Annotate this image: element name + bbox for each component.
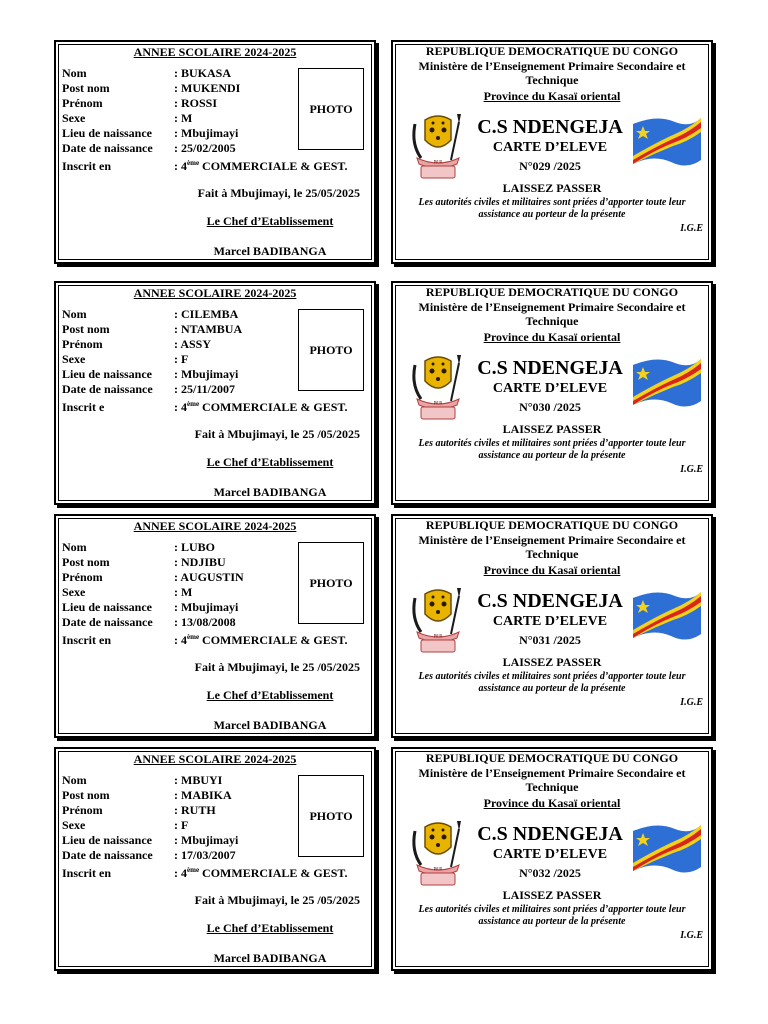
pass-text: Les autorités civiles et militaires sont priées d’apporter toute leur assistance au porteur de la présente: [418, 438, 686, 461]
label-nom: Nom: [62, 773, 87, 787]
value-sexe: : F: [174, 818, 189, 832]
card-row: [54, 747, 716, 973]
chef-label: Le Chef d’Etablissement: [206, 921, 334, 935]
label-sexe: Sexe: [62, 818, 86, 832]
card-row: [54, 40, 716, 266]
school-year: ANNEE SCOLAIRE 2024-2025: [133, 752, 297, 766]
ministry-name: Ministère de l’Enseignement Primaire Secondaire et Technique: [418, 766, 686, 794]
emblem-motto: PAIX: [433, 633, 443, 639]
label-date: Date de naissance: [62, 848, 153, 862]
label-prenom: Prénom: [62, 570, 103, 584]
value-lieu: : Mbujimayi: [174, 126, 239, 140]
province-name: Province du Kasaï oriental: [483, 89, 621, 103]
card-front: [54, 281, 376, 505]
label-inscrit: Inscrit en: [62, 633, 111, 647]
value-sexe: : F: [174, 352, 189, 366]
label-sexe: Sexe: [62, 352, 86, 366]
label-date: Date de naissance: [62, 382, 153, 396]
label-prenom: Prénom: [62, 337, 103, 351]
ministry-name: Ministère de l’Enseignement Primaire Secondaire et Technique: [418, 300, 686, 328]
photo-label: PHOTO: [309, 342, 353, 357]
coat-of-arms-icon: [407, 584, 469, 656]
value-class-sup: ème: [187, 400, 200, 408]
school-name: C.S NDENGEJA: [477, 357, 623, 379]
value-class-num: : 4: [174, 400, 187, 414]
school-year: ANNEE SCOLAIRE 2024-2025: [133, 519, 297, 533]
country-name: REPUBLIQUE DEMOCRATIQUE DU CONGO: [425, 751, 679, 765]
drc-flag-icon: [627, 112, 705, 174]
card-back: [391, 514, 713, 738]
issue-place-date: Fait à Mbujimayi, le 25 /05/2025: [194, 660, 360, 674]
school-name: C.S NDENGEJA: [477, 590, 623, 612]
photo-label: PHOTO: [309, 808, 353, 823]
photo-box: [298, 775, 364, 857]
value-class: COMMERCIALE & GEST.: [199, 159, 348, 173]
value-class: COMMERCIALE & GEST.: [199, 400, 348, 414]
value-prenom: : AUGUSTIN: [174, 570, 244, 584]
ministry-name: Ministère de l’Enseignement Primaire Secondaire et Technique: [418, 59, 686, 87]
emblem-motto: PAIX: [433, 866, 443, 872]
label-post-nom: Post nom: [62, 322, 110, 336]
label-post-nom: Post nom: [62, 788, 110, 802]
label-inscrit: Inscrit en: [62, 159, 111, 173]
pass-title: LAISSEZ PASSER: [502, 422, 602, 436]
card-type: CARTE D’ELEVE: [492, 847, 608, 862]
ige-label: I.G.E: [680, 223, 703, 234]
value-post-nom: : MABIKA: [174, 788, 232, 802]
value-class-num: : 4: [174, 866, 187, 880]
value-nom: : MBUYI: [174, 773, 223, 787]
card-type: CARTE D’ELEVE: [492, 614, 608, 629]
country-name: REPUBLIQUE DEMOCRATIQUE DU CONGO: [425, 285, 679, 299]
drc-flag-icon: [627, 819, 705, 881]
photo-box: [298, 309, 364, 391]
photo-label: PHOTO: [309, 575, 353, 590]
value-post-nom: : MUKENDI: [174, 81, 241, 95]
ige-label: I.G.E: [680, 464, 703, 475]
issue-place-date: Fait à Mbujimayi, le 25 /05/2025: [194, 893, 360, 907]
signatory-name: Marcel BADIBANGA: [213, 244, 327, 258]
value-date: : 13/08/2008: [174, 615, 236, 629]
pass-title: LAISSEZ PASSER: [502, 655, 602, 669]
value-class-num: : 4: [174, 633, 187, 647]
value-prenom: : RUTH: [174, 803, 216, 817]
label-lieu: Lieu de naissance: [62, 367, 153, 381]
value-nom: : CILEMBA: [174, 307, 239, 321]
value-prenom: : ROSSI: [174, 96, 218, 110]
pass-text: Les autorités civiles et militaires sont priées d’apporter toute leur assistance au porteur de la présente: [418, 197, 686, 220]
value-lieu: : Mbujimayi: [174, 833, 239, 847]
school-year: ANNEE SCOLAIRE 2024-2025: [133, 286, 297, 300]
province-name: Province du Kasaï oriental: [483, 563, 621, 577]
card-back: [391, 40, 713, 264]
province-name: Province du Kasaï oriental: [483, 330, 621, 344]
pass-text: Les autorités civiles et militaires sont priées d’apporter toute leur assistance au porteur de la présente: [418, 671, 686, 694]
country-name: REPUBLIQUE DEMOCRATIQUE DU CONGO: [425, 518, 679, 532]
school-name: C.S NDENGEJA: [477, 823, 623, 845]
label-prenom: Prénom: [62, 96, 103, 110]
value-lieu: : Mbujimayi: [174, 367, 239, 381]
value-class-sup: ème: [187, 866, 200, 874]
card-number: N°031 /2025: [519, 633, 581, 647]
coat-of-arms-icon: [407, 351, 469, 423]
drc-flag-icon: [627, 586, 705, 648]
label-sexe: Sexe: [62, 585, 86, 599]
value-class-sup: ème: [187, 633, 200, 641]
signatory-name: Marcel BADIBANGA: [213, 951, 327, 965]
value-class-num: : 4: [174, 159, 187, 173]
chef-label: Le Chef d’Etablissement: [206, 214, 334, 228]
chef-label: Le Chef d’Etablissement: [206, 688, 334, 702]
label-inscrit: Inscrit e: [62, 400, 105, 414]
label-date: Date de naissance: [62, 615, 153, 629]
ige-label: I.G.E: [680, 697, 703, 708]
card-back: [391, 281, 713, 505]
label-post-nom: Post nom: [62, 555, 110, 569]
value-date: : 25/11/2007: [174, 382, 236, 396]
pass-text: Les autorités civiles et militaires sont priées d’apporter toute leur assistance au porteur de la présente: [418, 904, 686, 927]
photo-box: [298, 542, 364, 624]
label-nom: Nom: [62, 66, 87, 80]
school-name: C.S NDENGEJA: [477, 116, 623, 138]
photo-box: [298, 68, 364, 150]
label-nom: Nom: [62, 540, 87, 554]
card-front: [54, 514, 376, 738]
province-name: Province du Kasaï oriental: [483, 796, 621, 810]
value-date: : 25/02/2005: [174, 141, 236, 155]
value-post-nom: : NTAMBUA: [174, 322, 243, 336]
coat-of-arms-icon: [407, 817, 469, 889]
value-nom: : LUBO: [174, 540, 216, 554]
photo-label: PHOTO: [309, 101, 353, 116]
drc-flag-icon: [627, 353, 705, 415]
pass-title: LAISSEZ PASSER: [502, 888, 602, 902]
label-nom: Nom: [62, 307, 87, 321]
card-row: [54, 281, 716, 507]
label-date: Date de naissance: [62, 141, 153, 155]
ministry-name: Ministère de l’Enseignement Primaire Secondaire et Technique: [418, 533, 686, 561]
signatory-name: Marcel BADIBANGA: [213, 718, 327, 732]
card-number: N°030 /2025: [519, 400, 581, 414]
value-class-sup: ème: [187, 159, 200, 167]
value-class: COMMERCIALE & GEST.: [199, 866, 348, 880]
card-back: [391, 747, 713, 971]
issue-place-date: Fait à Mbujimayi, le 25 /05/2025: [194, 427, 360, 441]
label-prenom: Prénom: [62, 803, 103, 817]
value-date: : 17/03/2007: [174, 848, 236, 862]
label-post-nom: Post nom: [62, 81, 110, 95]
card-row: [54, 514, 716, 740]
value-prenom: : ASSY: [174, 337, 212, 351]
signatory-name: Marcel BADIBANGA: [213, 485, 327, 499]
value-lieu: : Mbujimayi: [174, 600, 239, 614]
value-post-nom: : NDJIBU: [174, 555, 226, 569]
chef-label: Le Chef d’Etablissement: [206, 455, 334, 469]
label-inscrit: Inscrit en: [62, 866, 111, 880]
label-lieu: Lieu de naissance: [62, 600, 153, 614]
issue-place-date: Fait à Mbujimayi, le 25/05/2025: [197, 186, 360, 200]
card-number: N°032 /2025: [519, 866, 581, 880]
ige-label: I.G.E: [680, 930, 703, 941]
card-type: CARTE D’ELEVE: [492, 140, 608, 155]
card-number: N°029 /2025: [519, 159, 581, 173]
value-class: COMMERCIALE & GEST.: [199, 633, 348, 647]
school-year: ANNEE SCOLAIRE 2024-2025: [133, 45, 297, 59]
pass-title: LAISSEZ PASSER: [502, 181, 602, 195]
country-name: REPUBLIQUE DEMOCRATIQUE DU CONGO: [425, 44, 679, 58]
card-front: [54, 40, 376, 264]
emblem-motto: PAIX: [433, 400, 443, 406]
label-lieu: Lieu de naissance: [62, 126, 153, 140]
value-nom: : BUKASA: [174, 66, 232, 80]
coat-of-arms-icon: [407, 110, 469, 182]
card-front: [54, 747, 376, 971]
label-lieu: Lieu de naissance: [62, 833, 153, 847]
card-type: CARTE D’ELEVE: [492, 381, 608, 396]
value-sexe: : M: [174, 111, 193, 125]
emblem-motto: PAIX: [433, 159, 443, 165]
value-sexe: : M: [174, 585, 193, 599]
label-sexe: Sexe: [62, 111, 86, 125]
